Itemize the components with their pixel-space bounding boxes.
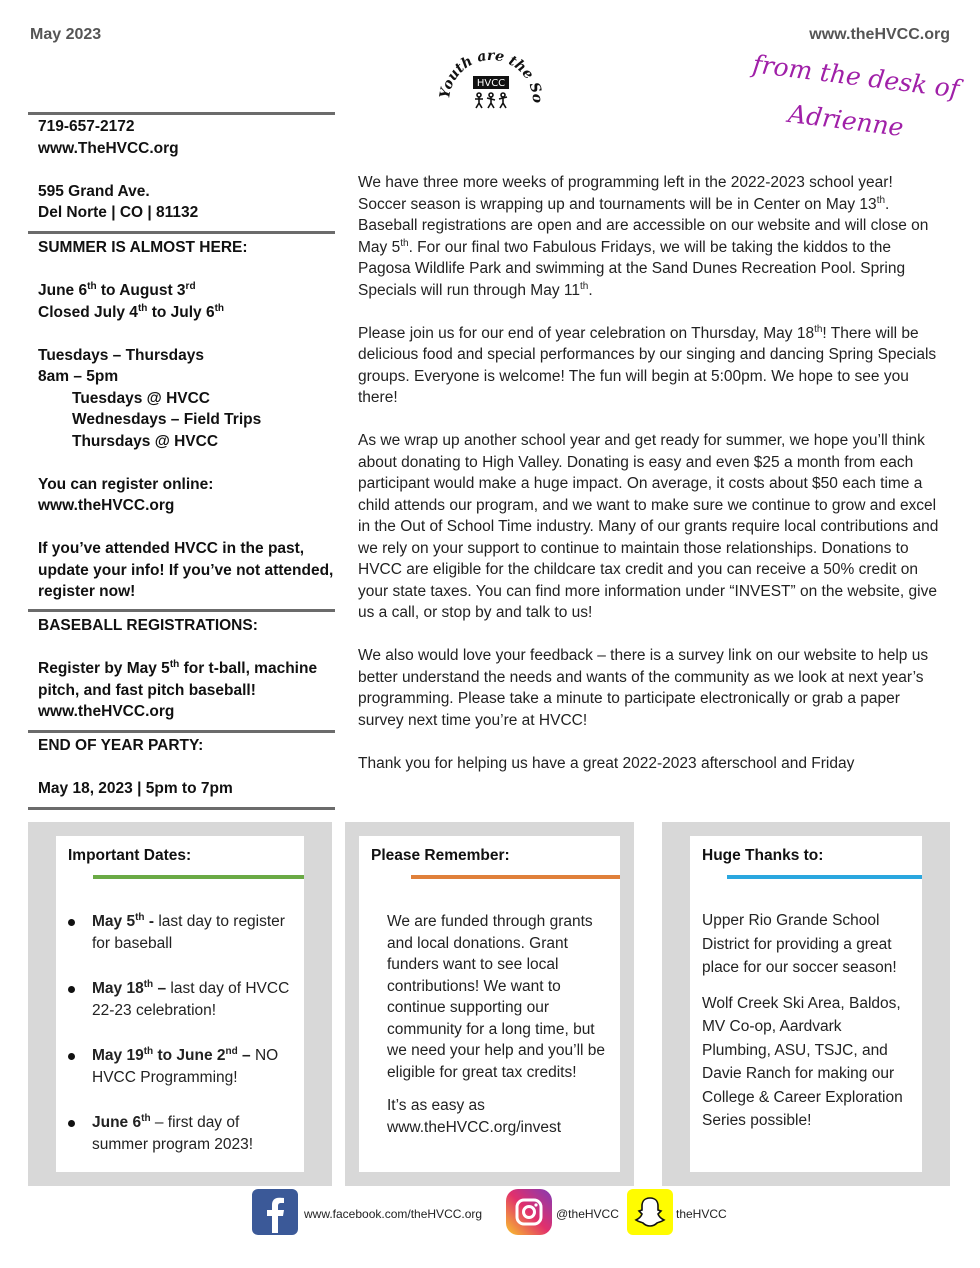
list-item: May 19th to June 2nd – NO HVCC Programming! [56,1045,294,1088]
instagram-icon[interactable] [506,1189,552,1235]
summer-days: Tuesdays – Thursdays [38,346,204,364]
logo-graphic [437,40,545,120]
sidebar-divider [28,112,335,115]
schedule-thursday: Thursdays @ HVCC [72,432,219,450]
baseball-heading: BASEBALL REGISTRATIONS: [38,617,258,634]
please-remember-text: We are funded through grants and local donations. Grant funders want to see local contributions! We want to continue supporting our community for a long time, but we need your help and you’ll be eligible for great tax credits! [387,913,606,1081]
important-dates-panel [28,822,332,1186]
letter-body [358,172,943,796]
bullet-icon [68,1120,75,1127]
svg-text:Youth are the Solution [437,40,545,104]
facebook-link[interactable]: www.facebook.com/theHVCC.org [304,1207,483,1221]
letter-paragraph: We have three more weeks of programming left in the 2022-2023 school year! Soccer season is wrapping up and tournaments will be in Center on May 13th. Baseball registrations are open and are accessible on our website and will close on May 5th. For our final two Fabulous Fridays, we will be taking the kiddos to the Pagosa Wildlife Park and swimming at the Sand Dunes Recreation Pool. Spring Specials will run through May 11th. [358,174,929,299]
desk-note-line1: from the desk of [751,49,961,104]
list-item: May 18th – last day of HVCC 22-23 celebration! [56,978,294,1021]
header-website: www.theHVCC.org [809,26,950,43]
contact-block [38,116,334,224]
huge-thanks-text: Upper Rio Grande School District for providing a great place for our soccer season! [702,912,897,976]
please-remember-title: Please Remember: [371,847,510,864]
schedule-tuesday: Tuesdays @ HVCC [72,389,211,407]
sidebar-divider [28,807,335,810]
letter-paragraph: As we wrap up another school year and get ready for summer, we hope you’ll think about donating to High Valley. Donating is easy and even $25 a month from each participant would make a huge impact. On average, it costs about $50 each time a child attends our program, and we want to make sure we continue to grow and excel in the Out of School Time industry. Many of our grants require local contributions and we rely on your support to continue to maintain those relationships. Donations to HVCC are eligible for the childcare tax credit and you can receive a 50% credit on your state taxes. You can find more information under “INVEST” on the website, give us a call, or stop by and talk to us! [358,432,939,621]
huge-thanks-text: Wolf Creek Ski Area, Baldos, MV Co-op, Aardvark Plumbing, ASU, TSJC, and Davie Ranch for making our College & Career Exploration Series possible! [702,994,903,1129]
list-item: June 6th – first day of summer program 2023! [56,1112,294,1155]
party-block [38,735,334,800]
register-link[interactable]: www.theHVCC.org [38,497,175,514]
sidebar-divider [28,730,335,733]
summer-closed: Closed July 4th to July 6th [38,302,225,321]
desk-note-signature: Adrienne [786,99,906,142]
party-when: May 18, 2023 | 5pm to 7pm [38,780,233,797]
sidebar-divider [28,231,335,234]
bullet-icon [68,919,75,926]
summer-heading: SUMMER IS ALMOST HERE: [38,239,248,256]
baseball-link[interactable]: www.theHVCC.org [38,703,175,720]
baseball-text: Register by May 5th for t-ball, machine pitch, and fast pitch baseball! [38,658,318,699]
contact-phone: 719-657-2172 [38,118,135,135]
important-dates-list [56,911,294,1155]
logo-arc-text: Youth are the So [437,47,545,104]
hvcc-logo [437,40,545,120]
bullet-icon [68,1053,75,1060]
please-remember-invest-note: It’s as easy as www.theHVCC.org/invest [387,1097,562,1136]
please-remember-accent-bar [411,875,620,879]
update-info-note: If you’ve attended HVCC in the past, update your info! If you’ve not attended, register now! [38,540,334,600]
baseball-block [38,615,334,723]
logo-badge: HVCC [476,78,506,89]
huge-thanks-panel [662,822,950,1186]
important-dates-accent-bar [93,875,304,879]
facebook-icon[interactable] [252,1189,298,1235]
summer-hours: 8am – 5pm [38,368,119,385]
schedule-wednesday: Wednesdays – Field Trips [72,411,262,428]
contact-address-line1: 595 Grand Ave. [38,182,150,200]
newsletter-date: May 2023 [30,26,102,43]
summer-block [38,237,334,603]
list-item: May 5th - last day to register for baseball [56,911,294,954]
contact-address-line2: Del Norte | CO | 81132 [38,204,199,221]
register-label: You can register online: [38,475,214,493]
desk-note [748,49,961,158]
instagram-handle[interactable]: @theHVCC [556,1207,619,1221]
please-remember-panel [345,822,634,1186]
bullet-icon [68,986,75,993]
huge-thanks-accent-bar [727,875,922,879]
social-footer [252,1189,752,1241]
summer-dates: June 6th to August 3rd [38,280,196,299]
snapchat-icon[interactable] [627,1189,673,1235]
party-heading: END OF YEAR PARTY: [38,737,204,754]
huge-thanks-title: Huge Thanks to: [702,847,824,864]
letter-paragraph: Please join us for our end of year celebration on Thursday, May 18th! There will be delicious food and special performances by our singing and dancing Spring Specials groups. Everyone is welcome! The fun will begin at 5:00pm. We hope to see you there! [358,323,937,406]
sidebar-divider [28,609,335,612]
letter-paragraph: We also would love your feedback – there is a survey link on our website to help us better understand the needs and wants of the community as we look at next year’s programming. Please take a minute to participate electronically or grab a paper survey next time you’re at HVCC! [358,647,929,729]
contact-website: www.TheHVCC.org [38,139,179,157]
important-dates-title: Important Dates: [68,847,192,864]
snapchat-handle[interactable]: theHVCC [676,1207,727,1221]
letter-paragraph: Thank you for helping us have a great 2022-2023 afterschool and Friday [358,754,855,772]
